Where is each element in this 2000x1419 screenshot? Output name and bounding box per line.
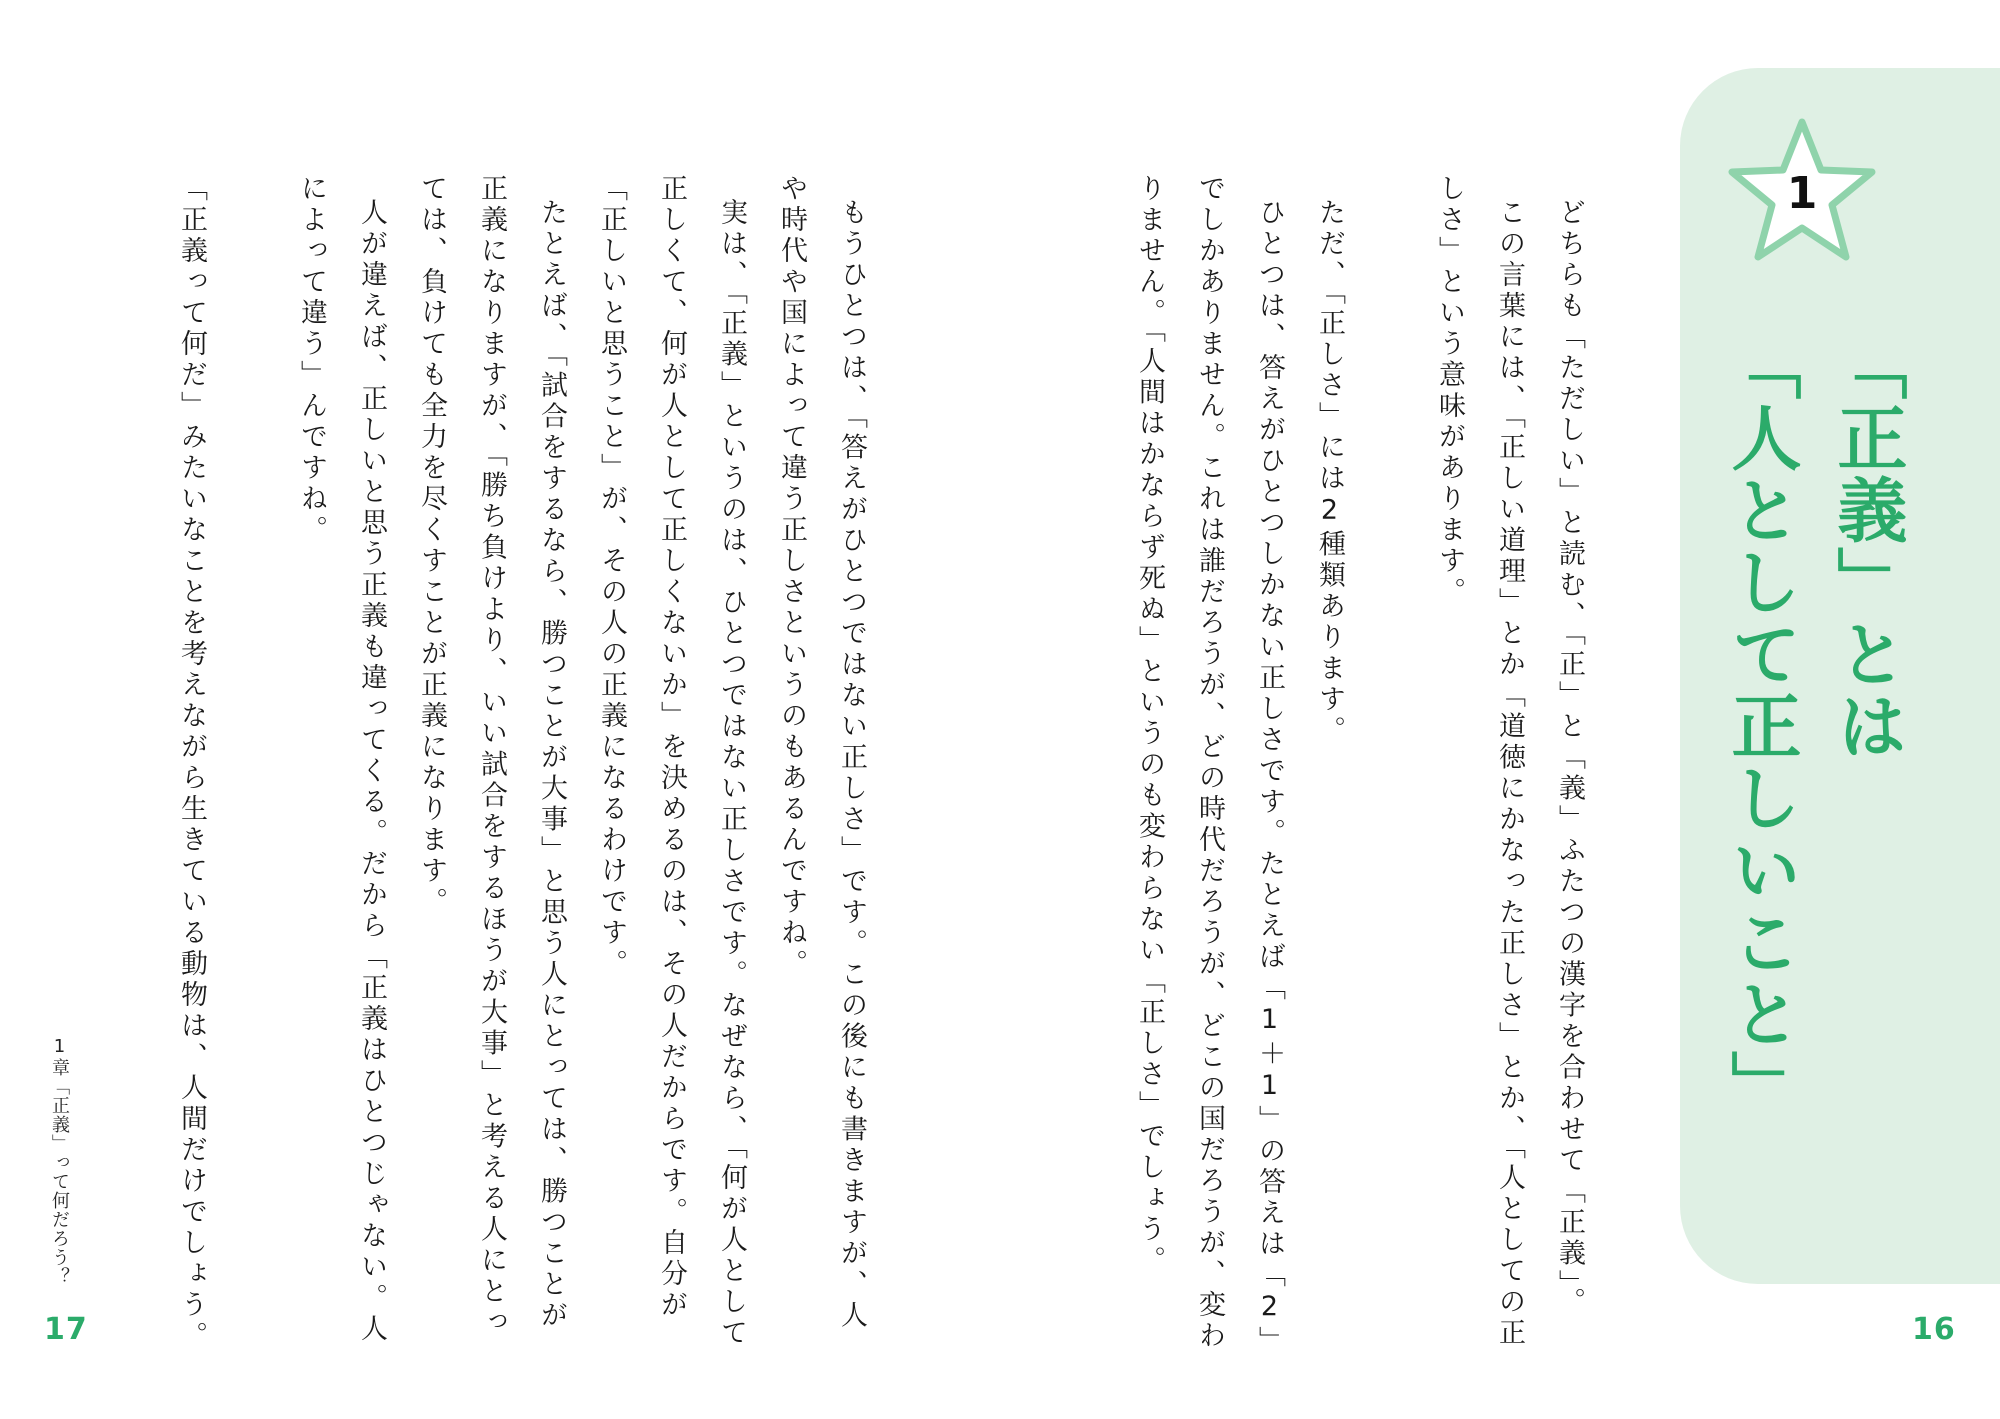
right-text-column: どちらも「ただしい」と読む、「正」と「義」ふたつの漢字を合わせて「正義」。 xyxy=(1554,198,1585,1318)
left-text-column: 「正義って何だ」みたいなことを考えながら生きている動物は、人間だけでしょう。 xyxy=(176,174,207,1352)
left-text-column: ては、負けても全力を尽くすことが正義になります。 xyxy=(416,174,447,918)
left-text-column: 正しくて、何が人として正しくないか」を決めるのは、その人だからです。自分が xyxy=(656,174,687,1321)
right-text-column: ひとつは、答えがひとつしかない正しさです。たとえば「1＋1」の答えは「2」 xyxy=(1254,198,1285,1357)
left-text-column: 実は、「正義」というのは、ひとつではない正しさです。なぜなら、「何が人として xyxy=(716,198,747,1349)
chapter-number: 1 xyxy=(1786,168,1818,219)
left-text-column: たとえば、「試合をするなら、勝つことが大事」と思う人にとっては、勝つことが xyxy=(536,198,567,1332)
chapter-title-line-2: 「人として正しいこと」 xyxy=(1720,330,1802,1122)
left-text-column: や時代や国によって違う正しさというのもあるんですね。 xyxy=(776,174,807,980)
left-text-column: 正義になりますが、「勝ち負けより、いい試合をするほうが大事」と考える人にとっ xyxy=(476,174,507,1339)
right-text-column: でしかありません。これは誰だろうが、どの時代だろうが、どこの国だろうが、変わ xyxy=(1194,174,1225,1352)
left-text-column: 「正しいと思うこと」が、その人の正義になるわけです。 xyxy=(596,174,627,980)
left-text-column: によって違う」んですね。 xyxy=(296,174,327,546)
right-text-column: この言葉には、「正しい道理」とか「道徳にかなった正しさ」とか、「人としての正 xyxy=(1494,198,1525,1349)
right-text-column: しさ」という意味があります。 xyxy=(1434,174,1465,608)
chapter-title-line-1: 「正義」とは xyxy=(1826,330,1908,762)
page-number-left: 17 xyxy=(44,1312,88,1347)
running-head: 1章「正義」って何だろう？ xyxy=(49,1036,70,1286)
right-text-column: りません。「人間はかならず死ぬ」というのも変わらない「正しさ」でしょう。 xyxy=(1134,174,1165,1277)
right-text-column: ただ、「正しさ」には2種類あります。 xyxy=(1314,198,1345,747)
left-text-column: もうひとつは、「答えがひとつではない正しさ」です。この後にも書きますが、人 xyxy=(836,198,867,1332)
page-number-right: 16 xyxy=(1912,1312,1956,1347)
left-text-column: 人が違えば、正しいと思う正義も違ってくる。だから「正義はひとつじゃない。人 xyxy=(356,198,387,1345)
